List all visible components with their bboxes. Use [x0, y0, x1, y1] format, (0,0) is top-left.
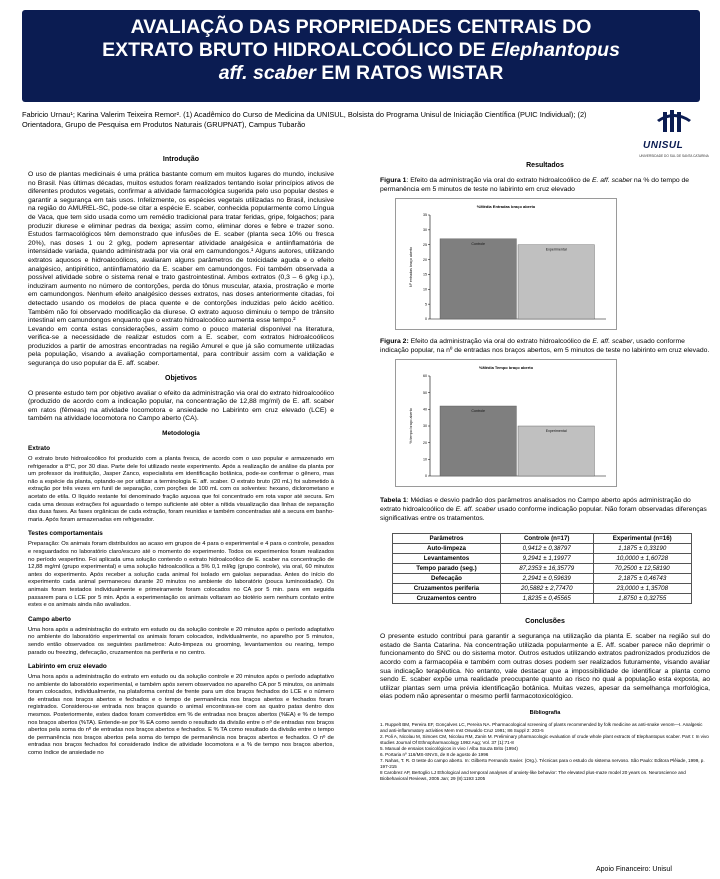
figure-2-caption	[380, 338, 710, 355]
bibliography-item: 7. Nahas, T. R. O teste do campo aberto. In: Gilberto Fernando Xavier. (Org.). Técnicas para o estudo do sistema nervoso. São Paulo: Editora Plêiade, 1999, p. 197-215	[380, 757, 705, 769]
bar-label: Controle	[471, 409, 486, 414]
extract-paragraph: O extrato bruto hidroalcoólico foi produzido com a planta fresca, de acordo com o uso popular e armazenado em refrigerador a 8°C, por 30 dias. Parte dele foi utilizado neste experimento. Após a realização de análise da planta por um professor da instituição, Jasper Zanco, especialista em identificação botânica, pode-se confirmar o gênero, mas não a espécie da planta, optando-se por utilizar a terminologia E. aff. scaber. O extrato bruto (20 mL) foi submetido à extração por três vezes em funil de separação, com porções de 100 mL com os solventes: hexano, diclorometano e acetato de etila. O líquido restante foi denominado fração aquosa que foi concentrado em rota vapor até secura. Em cada uma dessas extrações foi aguardado o tempo suficiente até obter a nítida visualização das linhas de separação das duas fases. As fases orgânicas de cada extração, foram reunidas e também concentradas até a secura em banho-maria. Após foram armazenadas em refrigerador.	[28, 456, 334, 523]
conclusions-paragraph: O presente estudo contribui para garantir a segurança na utilização da planta E. scaber na região sul do estado de Santa Catarina. Na concentração utilizada popularmente a E. Aff. scaber parece não deprimir o funcionamento do SNC ou do sistema motor. Outros estudos utilizando extratos padronizados produzidos de acordo com a farmacopéia e também com outras doses podem ser realizados futuramente, visando avaliar sua indicação terapêutica. No entanto, vale destacar que a impossibilidade de identificar a planta como sendo E. scaber expõe uma realidade preocupante quanto ao risco no qual a população esta exposta, ao utilizar plantas sem uma prévia identificação botânica. Muitas vezes, apesar da semelhança morfológica, elas podem não apresentar o mesmo perfil farmacotoxicológico.	[380, 633, 710, 701]
table-cell: Defecação	[393, 574, 501, 584]
y-tick-label: 40	[423, 407, 427, 412]
table-cell: Tempo parado (seg.)	[393, 564, 501, 574]
poster-title	[22, 10, 700, 102]
bibliography-title: Bibliografia	[529, 709, 561, 716]
table-header-cell: Parâmetros	[393, 534, 501, 544]
y-tick-label: 10	[423, 457, 427, 462]
y-axis-label: Nº entradas braço aberto	[409, 247, 413, 288]
figure-2-text-b: , usado conforme indicação popular, na nº de entradas nos braços abertos, em 5 minutos de teste no labirinto em cruz elevado.	[380, 338, 710, 354]
bibliography-item: 1. Ruppelt BM, Pereira EF, Gonçalves LC, Pereira NA. Pharmacological screening of plants recommended by folk medicine as anti-snake venom—I. Analgesic and anti-inflammatory activities Mem Inst Oswaldo Cruz 1991; 86 Suppl 2: 203-5	[380, 721, 703, 733]
table-cell: Auto-limpeza	[393, 544, 501, 554]
intro-paragraph-1: O uso de plantas medicinais é uma prática bastante comum em muitos lugares do mundo, inclusive no Brasil. Nas últimas décadas, muitos estudos foram realizados tentando isolar princípios ativos de diferentes produtos vegetais, confirmar a atividade farmacológica sugerida pelo uso popular destes e garantir a segurança em tais usos. Infelizmente, os espécies vegetais utilizadas no Brasil, inclusive na região do AMUREL-SC, pode-se citar a espécie E. scaber, conhecida popularmente como Língua de Vaca, que tem sido usada como um remédio tradicional para tratar feridas, gripe, folgachos; para produzir diurese e eliminar pedras da bexiga; assim como, eliminar dores e febre e trazer sono. Estudos farmacológicos têm demonstrado que infusões de E. scaber (planta seca 10% ou fresca 20%), nas doses 1 ou 2 g/kg, podem apresentar atividade analgésica e antiinflamatória de intensidade variada, quando administrada por via oral em camundongos.¹ Alguns autores, utilizando extratos aquosos e hidroalcoólicos, avaliaram alguns parâmetros de toxicidade aguda e o efeito analgésico, antipirético, antiinflamatório da E. scaber em camundongos. Foi também observada a possível atividade sobre o sistema renal e trato gastrointestinal. Ambos extratos (0,3 – 6 g/kg i.p.), induziram aumento no número de contorções, perda do tônus muscular, ataxia, prostração e morte em camundongos. Nenhum efeito analgésico desses extratos, nas doses anteriormente citadas, foi detectado usando os modelos de placa quente e de contorções induzidas pelo ácido acético. Também não foi observado modificação da diurese. O extrato aquoso diminuiu o tempo de trânsito intestinal em camundongos enquanto que o extrato hidroalcoólico aumenta esse tempo.²	[28, 171, 334, 325]
bar-controle	[440, 239, 516, 319]
bibliography-list	[380, 722, 710, 782]
y-tick-label: 5	[425, 302, 427, 307]
table-row	[393, 594, 692, 604]
table-row	[393, 564, 692, 574]
results-table	[392, 533, 692, 604]
open-field-title: Campo aberto	[28, 615, 71, 623]
table-cell: 23,0000 ± 1,35708	[593, 584, 692, 594]
y-tick-label: 30	[423, 424, 427, 429]
conclusions-title: Conclusões	[525, 618, 565, 626]
bar-label: Experimental	[545, 429, 567, 434]
y-tick-label: 25	[423, 243, 427, 248]
title-line-1: AVALIAÇÃO DAS PROPRIEDADES CENTRAIS DO	[130, 16, 592, 38]
elevated-maze-paragraph: Uma hora após a administração do extrato em estudo ou da solução controle e 20 minutos após o período adaptativo no ambiente do laboratório experimental, e também após serem observados no aparelho CA por 5 minutos, os animais foram colocados, individualmente, na plataforma central de frente para um dos braços fechados do LCE e o número de entradas nos braços abertos e fechados e o tempo de permanência nos braços abertos e fechados foram registrados. Considerou-se entrada nos braços quando o animal encontrava-se com as quatro patas dentro dos mesmos. Posteriormente, estes dados foram convertidos em % de entradas nos braços abertos (%EA) e % de tempo nos braços abertos (%TA). Entende-se por % EA como sendo o resultado da divisão entre o nº de entradas nos braços abertos pela soma do nº de entradas nos braços abertos e fechados. E % TA como resultado da divisão entre o tempo de permanência nos braços abertos pela soma do tempo de permanência nos braços abertos e fechados. O nº de entradas nos braços fechados foi considerado índice de atividade locomotora e a % de tempo nos braços abertos, como índice de ansiedade no	[28, 674, 334, 757]
table-cell: 2,1875 ± 0,46743	[593, 574, 692, 584]
chart-title: %Média Tempo braço aberto	[478, 365, 534, 371]
bibliography-item: 5. Manual de ensaios toxicológicos in vivo / Alba Souza Brito (1994)	[380, 745, 518, 751]
logo-name: UNISUL	[643, 140, 684, 151]
figure-2-svg	[396, 360, 616, 486]
authors: Fabricio Urnau¹; Karina Valerim Teixeira Remor². (1) Acadêmico do Curso de Medicina da UNISUL, Bolsista do Programa Unisul de Iniciação Científica (PUIC Individual); (2) Orientadora, Grupo de Pesquisa em Produtos Naturais (GRUPNAT), Campus Tubarão	[22, 110, 587, 129]
table-header-cell: Experimental (n=16)	[593, 534, 692, 544]
table-row	[393, 574, 692, 584]
bar-experimental	[518, 426, 594, 476]
bibliography-item: 8 Carobrez AP, Bertoglio LJ Ethological and temporal analyses of anxiety-like behavior: The elevated plus-maze model 20 years on. Neuroscience and Biobehavioral Reviews, 2005 Jan; 29 (8):1193 1205	[380, 769, 686, 781]
title-species: Elephantopus	[491, 39, 620, 61]
title-line-2	[22, 39, 700, 62]
logo-subtitle: UNIVERSIDADE DO SUL DE SANTA CATARINA	[639, 154, 709, 158]
elevated-maze-title: Labirinto em cruz elevado	[28, 663, 107, 671]
table-1-caption	[380, 497, 710, 523]
results-title: Resultados	[526, 162, 564, 169]
bibliography-item: 6. Portaria nº 116/MS-SNVS, de 8 de agosto de 1996	[380, 751, 489, 757]
y-tick-label: 20	[423, 257, 427, 262]
figure-2-text-a: Efeito da administração via oral do extrato hidroalcoólico de	[408, 338, 593, 346]
table-cell: Cruzamentos centro	[393, 594, 501, 604]
bibliography-item: 2. Poli A, Nicolau M, Simoes CM, Nicolau RM, Zanin M. Preliminary pharmacologic evaluation of crude whole plant extracts of Elephantopus scaber. Part I: In vivo studies Journal Of Ethnopharmacology 1992 Aug; Vol. 37 (1):71-8	[380, 733, 709, 745]
table-1-species: E. aff. scaber	[455, 505, 496, 513]
right-column	[380, 156, 710, 782]
y-tick-label: 60	[423, 374, 427, 379]
left-column	[28, 150, 334, 758]
table-cell: 1,8235 ± 0,45565	[500, 594, 593, 604]
figure-2-label: Figura 2:	[380, 338, 409, 346]
bar-label: Experimental	[545, 247, 567, 252]
table-cell: Cruzamentos periferia	[393, 584, 501, 594]
y-tick-label: 0	[425, 317, 427, 322]
table-1-text-b: usado conforme indicação popular. Não foram observadas diferenças significativas entre os tratamentos.	[380, 505, 707, 522]
bar-controle	[440, 406, 516, 476]
bar-experimental	[518, 245, 594, 319]
y-tick-label: 0	[425, 474, 427, 479]
figure-1-species: E. aff. scaber	[591, 177, 633, 184]
table-cell: 1,8750 ± 0,32755	[593, 594, 692, 604]
extract-title: Extrato	[28, 445, 51, 453]
y-tick-label: 35	[423, 213, 427, 218]
y-axis-label: % tempo braço aberto	[409, 408, 413, 445]
title-line-3-text: EM RATOS WISTAR	[315, 62, 504, 84]
intro-paragraph-2: Levando em conta estas considerações, assim como o pouco material disponível na literatura, verifica-se a necessidade de realizar estudos com a E. scaber, com extratos hidroalcoólicos produzidos a partir de amostras encontradas na região Amurel e que já são comumente utilizadas pela população, visando a avaliação comportamental, para contribuir assim com a validação e segurança do uso popular da E. aff. scaber.	[28, 325, 334, 368]
figure-1-svg	[396, 199, 616, 329]
table-cell: Levantamentos	[393, 554, 501, 564]
unisul-logo	[637, 110, 711, 160]
bar-label: Controle	[471, 241, 486, 246]
table-row	[393, 584, 692, 594]
y-tick-label: 30	[423, 228, 427, 233]
figure-1-label: Figura 1	[380, 177, 407, 184]
table-cell: 70,2500 ± 12,58190	[593, 564, 692, 574]
table-header-cell: Controle (n=17)	[500, 534, 593, 544]
figure-1-text-a: : Efeito da administração via oral do extrato hidroalcoólico de	[406, 177, 592, 184]
title-line-3	[22, 62, 700, 85]
figure-1-caption	[380, 177, 710, 194]
y-tick-label: 20	[423, 441, 427, 446]
table-row	[393, 544, 692, 554]
table-row	[393, 554, 692, 564]
objectives-title: Objetivos	[165, 374, 197, 382]
y-tick-label: 10	[423, 287, 427, 292]
tests-paragraph: Preparação: Os animais foram distribuídos ao acaso em grupos de 4 para o experimental e 4 para o controle, pesados e resguardados no laboratório claro/escuro até o momento do experimento. Todos os experimentos foram realizados no período vespertino. Foi aplicada uma solução contendo o extrato hidroalcoólico de E. scaber na concentração de 12,88 mg/ml (grupo experimental) e uma solução hidroalcoólica a 5% 0,1 ml/kg (grupo controle), via oral, 60 minutos antes do experimento. Após receber a solução cada animal foi isolado em gaiolas separadas. Antes do início do experimento cada animal permaneceu durante 20 minutos no ambiente do laboratório (pouca luminosidade). Os animais foram testados individualmente e primeiramente foram colocados no CA por 5 min. para em seguida passarem para o LCE por 5 min. Após a experimentação os animais voltaram ao biotério sem nenhum contato entre estes e os animais ainda não avaliados.	[28, 541, 334, 609]
table-1-label: Tabela 1	[380, 497, 407, 505]
table-cell: 0,9412 ± 0,38797	[500, 544, 593, 554]
intro-title: Introdução	[162, 156, 200, 163]
open-field-paragraph: Uma hora após a administração do extrato em estudo ou da solução controle e 20 minutos após o período adaptativo no ambiente do laboratório experimental os animais foram colocados, individualmente, no aparelho por 5 minutos, sendo então observados os seguintes parâmetros: Auto-limpeza ou grooming, levantamentos ou rearing, tempo parado ou freezing, defecação, cruzamentos na periferia e no centro.	[28, 626, 334, 656]
figure-2-chart	[395, 359, 617, 487]
y-tick-label: 50	[423, 391, 427, 396]
table-1-text-a: : Médias e desvio padrão dos parâmetros analisados no Campo aberto após administração do extrato hidroalcoólico de	[380, 497, 691, 513]
figure-1-text-b: na % do tempo de permanência em 5 minutos de teste no labirinto em cruz elevado	[380, 177, 690, 193]
table-cell: 1,1875 ± 0,33190	[593, 544, 692, 554]
table-header-row	[393, 534, 692, 544]
figure-2-species: E. aff. scaber	[592, 338, 633, 346]
table-cell: 20,5882 ± 2,77470	[500, 584, 593, 594]
table-cell: 87,2353 ± 16,35779	[500, 564, 593, 574]
table-cell: 2,2941 ± 0,59639	[500, 574, 593, 584]
title-line-2-text: EXTRATO BRUTO HIDROALCOÓLICO DE	[102, 39, 491, 61]
title-species-epithet: aff. scaber	[218, 62, 316, 84]
chart-title: %Média Entradas braço aberto	[476, 204, 536, 210]
y-tick-label: 15	[423, 272, 427, 277]
figure-1-chart	[395, 198, 617, 330]
table-cell: 10,0000 ± 1,60728	[593, 554, 692, 564]
table-cell: 9,2941 ± 1,19977	[500, 554, 593, 564]
objectives-paragraph: O presente estudo tem por objetivo avaliar o efeito da administração via oral do extrato hidroalcoólico (produzido de acordo com a indicação popular, na concentração de 12,88 mg/ml) de E. aff. scaber em ratos (fêmeas) na atividade locomotora e ansiedade no Labirinto em cruz elevado (LCE) e também na atividade locomotora no Campo aberto (CA).	[28, 389, 334, 423]
tests-title: Testes comportamentais	[28, 530, 103, 538]
funding-note: Apoio Financeiro: Unisul	[596, 866, 672, 873]
methods-title: Metodologia	[162, 430, 200, 438]
